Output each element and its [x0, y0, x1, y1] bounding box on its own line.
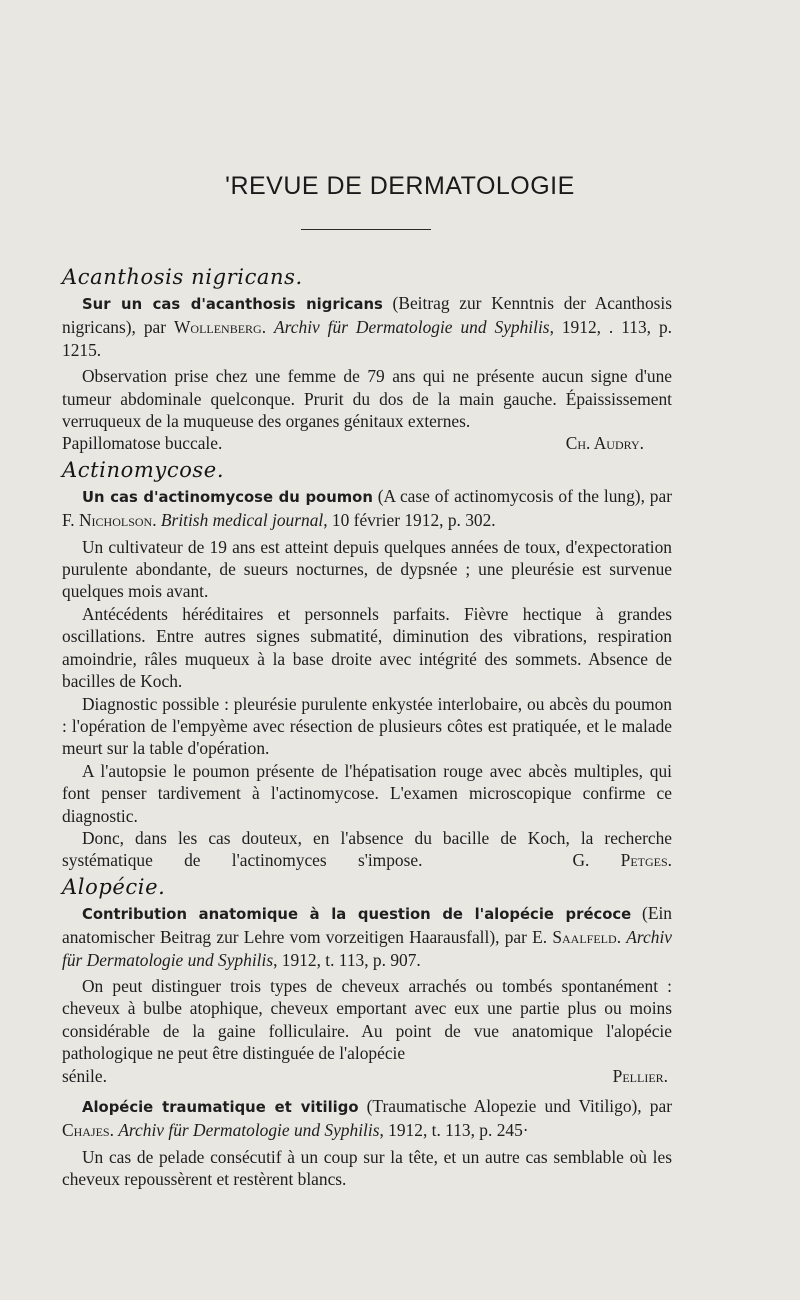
- section-heading-actinomycose: Actinomycose.: [62, 457, 225, 482]
- author-name: Chajes: [62, 1120, 110, 1141]
- article-title: Sur un cas d'acanthosis nigricans: [82, 296, 383, 313]
- paragraph: On peut distinguer trois types de cheveux arrachés ou tombés spontanément : cheveux à bulbe atophique, cheveux emportant avec eux une partie plus ou moins considérable de la gaine folliculaire. Au point de vue anatomique l'alopécie pathologique ne peut être distinguée de l'alopécie: [62, 975, 672, 1064]
- article-acanthosis: [62, 292, 672, 455]
- article-reference: Sur un cas d'acanthosis nigricans (Beitrag zur Kenntnis der Acanthosis nigricans), par Wollenberg. Archiv für Dermatologie und Syphilis, 1912, . 113, p. 1215.: [62, 293, 673, 360]
- reference-text: (Ein anatomischer Beitrag zur Lehre vom vorzeitigen Haarausfall), par E.: [62, 902, 672, 948]
- article-content: [62, 262, 672, 1191]
- paragraph: Un cas de pelade consécutif à un coup sur la tête, et un autre cas semblable où les cheveux repoussèrent et restèrent blancs.: [62, 1146, 672, 1190]
- journal-name: Archiv für Dermatologie und Syphilis: [62, 927, 672, 970]
- reference-text: (A case of actinomycosis of the lung), par F.: [62, 485, 672, 531]
- article-actinomycose: [62, 485, 672, 872]
- paragraph-end: sénile.: [62, 1065, 107, 1086]
- paragraph: Diagnostic possible : pleurésie purulente enkystée interlobaire, ou abcès du poumon : l'opération de l'empyème avec résection de plusieurs côtes est pratiquée, et le malade meurt sur la table d'opération.: [62, 693, 672, 759]
- paragraph: Antécédents héréditaires et personnels parfaits. Fièvre hectique à grandes oscillations. Entre autres signes submatité, diminution des vibrations, respiration amoindrie, râles muqueux à la base droite avec intégrité des sommets. Absence de bacilles de Koch.: [62, 603, 672, 692]
- page-title: 'REVUE DE DERMATOLOGIE: [225, 172, 575, 200]
- citation: , 1912, t. 113, p. 907.: [273, 949, 421, 970]
- journal-name: British medical journal: [160, 510, 324, 531]
- article-reference: Alopécie traumatique et vitiligo (Traumatische Alopezie und Vitiligo), par Chajes. Archiv für Dermatologie und Syphilis, 1912, t. 113, p. 245·: [62, 1096, 672, 1141]
- paragraph: A l'autopsie le poumon présente de l'hépatisation rouge avec abcès multiples, qui font penser tardivement à l'actinomycose. L'examen microscopique confirme ce diagnostic.: [62, 760, 672, 826]
- citation: , 10 février 1912, p. 302.: [323, 510, 496, 531]
- article-alopecie-precoce: [62, 902, 672, 1087]
- author-name: Saalfeld: [552, 927, 617, 948]
- paragraph-signature-line: [62, 432, 672, 454]
- journal-name: Archiv für Dermatologie und Syphilis: [118, 1120, 380, 1141]
- paragraph: Observation prise chez une femme de 79 ans qui ne présente aucun signe d'une tumeur abdominale quelconque. Prurit du dos de la main gauche. Épaississement verruqueux de la muqueuse des organes génitaux externes.: [62, 366, 672, 432]
- article-title: Un cas d'actinomycose du poumon: [82, 488, 373, 506]
- citation: , 1912, . 113, p. 1215.: [62, 317, 672, 360]
- article-reference: Contribution anatomique à la question de l'alopécie précoce (Ein anatomischer Beitrag zur Lehre vom vorzeitigen Haarausfall), par E. Saalfeld. Archiv für Dermatologie und Syphilis, 1912, t. 113, p. 907.: [62, 902, 672, 970]
- paragraph-end: Papillomatose buccale.: [62, 433, 223, 454]
- article-title: Contribution anatomique à la question de l'alopécie précoce: [82, 905, 632, 923]
- paragraph-signature-line: [62, 1065, 672, 1087]
- author-name: Wollenberg: [173, 317, 262, 338]
- reference-text: (Beitrag zur Kenntnis der Acanthosis nigricans), par: [62, 293, 673, 338]
- citation: , 1912, t. 113, p. 245·: [379, 1120, 529, 1141]
- article-reference: Un cas d'actinomycose du poumon (A case of actinomycosis of the lung), par F. Nicholson. British medical journal, 10 février 1912, p. 302.: [62, 485, 672, 531]
- article-title: Alopécie traumatique et vitiligo: [82, 1099, 359, 1116]
- section-heading-alopecie: Alopécie.: [62, 874, 166, 899]
- title-rule: [301, 229, 431, 230]
- journal-name: Archiv für Dermatologie und Syphilis: [274, 317, 550, 338]
- author-signature: Pellier.: [612, 1065, 668, 1086]
- author-name: Nicholson: [78, 510, 153, 531]
- author-signature: G. Petges.: [572, 850, 672, 871]
- article-alopecie-traumatique: [62, 1095, 672, 1191]
- paragraph-with-signature: [62, 827, 672, 872]
- reference-text: (Traumatische Alopezie und Vitiligo), par: [358, 1096, 672, 1116]
- author-signature: Ch. Audry.: [565, 433, 644, 454]
- section-heading-acanthosis: Acanthosis nigricans.: [62, 265, 303, 289]
- paragraph-end: Donc, dans les cas douteux, en l'absence du bacille de Koch, la recherche systématique de l'actinomyces s'impose.: [62, 827, 672, 871]
- paragraph: Un cultivateur de 19 ans est atteint depuis quelques années de toux, d'expectoration purulente abondante, de sueurs nocturnes, de dypsnée ; une pleurésie est survenue quelques mois avant.: [62, 536, 672, 602]
